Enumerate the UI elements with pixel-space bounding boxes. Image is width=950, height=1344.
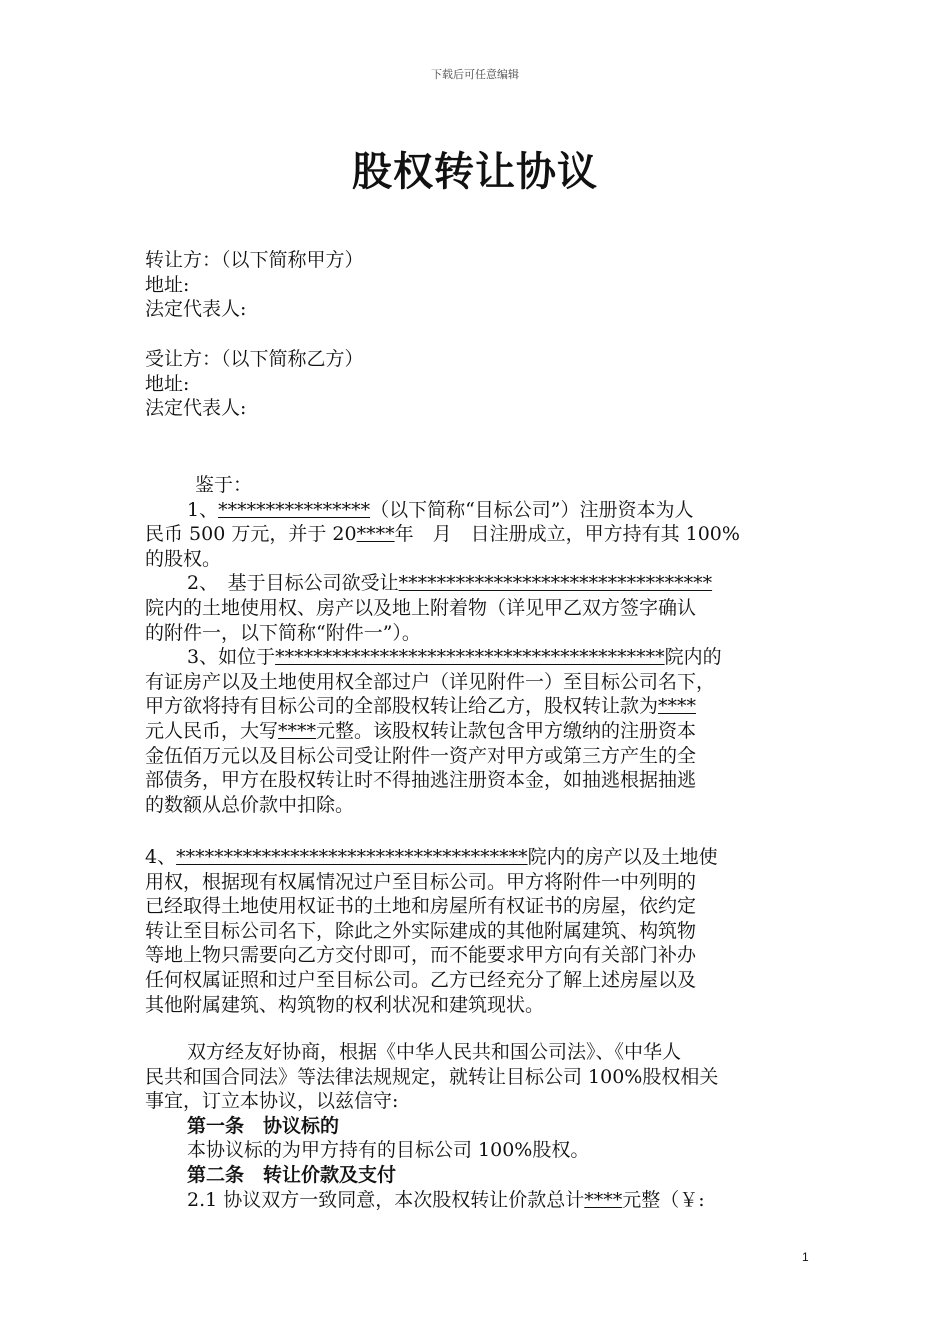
article-2-heading: 第二条 转让价款及支付 (187, 1163, 397, 1186)
recital-3-line-1: 3、如位于*****************************************院内的 (187, 646, 722, 669)
redacted-location: ********************************* (398, 572, 713, 595)
article-1-heading: 第一条 协议标的 (187, 1114, 340, 1137)
preamble-line-2: 民共和国合同法》等法律法规规定，就转让目标公司 100%股权相关 (145, 1065, 719, 1088)
transferor-line: 转让方：（以下简称甲方） (145, 249, 364, 271)
recital-2-line-3: 的附件一，以下简称“附件一”）。 (145, 621, 421, 644)
redacted-amount: **** (658, 695, 697, 718)
recital-3-line-3: 甲方欲将持有目标公司的全部股权转让给乙方，股权转让款为**** (145, 695, 697, 718)
recital-4-line-2: 用权，根据现有权属情况过户至目标公司。甲方将附件一中列明的 (145, 870, 697, 893)
redacted-location: ************************************* (176, 846, 528, 868)
recital-4-line-4: 转让至目标公司名下，除此之外实际建成的其他附属建筑、构筑物 (145, 919, 697, 942)
page-number: 1 (802, 1250, 809, 1264)
preamble (145, 1040, 810, 1212)
recital-4-line-5: 等地上物只需要向乙方交付即可，而不能要求甲方向有关部门补办 (145, 944, 697, 967)
redacted-company-name: **************** (218, 498, 371, 521)
recital-1-line-1: 1、****************（以下简称“目标公司”）注册资本为人 (187, 498, 694, 521)
article-2-clause-1: 2.1 协议双方一致同意，本次股权转让价款总计****元整（￥: (187, 1188, 705, 1211)
recital-4 (145, 845, 810, 1017)
recital-3-line-7: 的数额从总价款中扣除。 (145, 793, 355, 816)
recital-4-line-1: 4、*************************************院内的房产以及土地使 (145, 846, 718, 868)
recital-3-line-2: 有证房产以及土地使用权全部过户（详见附件一）至目标公司名下， (145, 670, 716, 693)
redacted-price: **** (584, 1188, 623, 1211)
article-1-text: 本协议标的为甲方持有的目标公司 100%股权。 (187, 1139, 590, 1162)
recital-4-line-3: 已经取得土地使用权证书的土地和房屋所有权证书的房屋，依约定 (145, 895, 697, 918)
recital-1-line-2: 民币 500 万元，并于 20****年 月 日注册成立，甲方持有其 100% (145, 523, 740, 546)
recital-1-line-3: 的股权。 (145, 547, 222, 570)
transferor-block (145, 248, 810, 322)
transferee-block (145, 347, 810, 421)
recital-4-line-7: 其他附属建筑、构筑物的权利状况和建筑现状。 (145, 993, 545, 1016)
transferee-address: 地址: (145, 372, 190, 395)
transferor-address: 地址: (145, 273, 190, 296)
header-note: 下载后可任意编辑 (431, 68, 519, 81)
document-title: 股权转让协议 (352, 149, 598, 195)
redacted-year: **** (356, 523, 395, 546)
whereas-heading: 鉴于： (195, 474, 253, 496)
preamble-line-1: 双方经友好协商，根据《中华人民共和国公司法》、《中华人 (187, 1041, 682, 1063)
recital-4-line-6: 任何权属证照和过户至目标公司。乙方已经充分了解上述房屋以及 (145, 968, 697, 991)
transferee-line: 受让方：（以下简称乙方） (145, 348, 364, 370)
recital-3-line-5: 金伍佰万元以及目标公司受让附件一资产对甲方或第三方产生的全 (145, 744, 697, 767)
preamble-line-3: 事宜，订立本协议，以兹信守: (145, 1090, 399, 1113)
recitals (145, 473, 810, 817)
transferor-legal-rep: 法定代表人: (145, 298, 247, 321)
redacted-location: ***************************************** (275, 646, 665, 669)
recital-2-line-1: 2、 基于目标公司欲受让********************************* (187, 572, 713, 595)
recital-3-line-4: 元人民币，大写****元整。该股权转让款包含甲方缴纳的注册资本 (145, 719, 697, 742)
transferee-legal-rep: 法定代表人: (145, 397, 247, 420)
recital-3-line-6: 部债务，甲方在股权转让时不得抽逃注册资本金，如抽逃根据抽逃 (145, 769, 697, 792)
recital-2-line-2: 院内的土地使用权、房产以及地上附着物（详见甲乙双方签字确认 (145, 596, 697, 619)
redacted-amount-words: **** (278, 719, 317, 742)
